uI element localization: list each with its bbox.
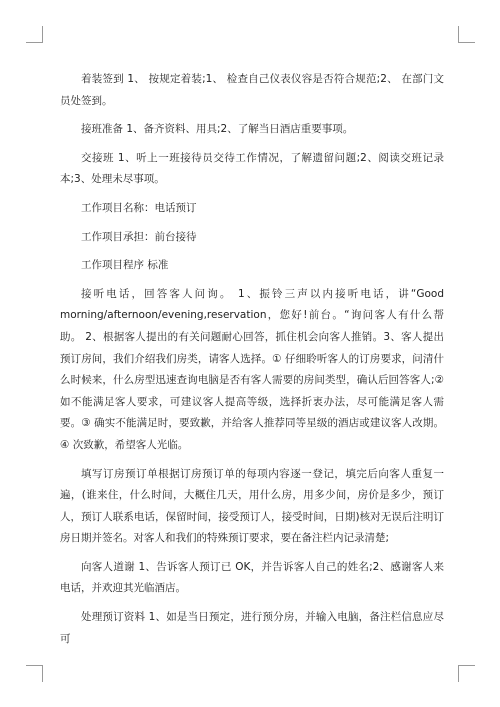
paragraph-item-owner: 工作项目承担：前台接待 [81,230,197,243]
paragraph-answer-phone: 接听电话，回答客人问询。 1、振铃三声以内接听电话，讲“Good morning/afternoon/evening,reservation，您好!前台。“询问客人有什么帮助。 2、根据客人提出的有关问题耐心回答，抓住机会向客人推销。3、客人提出预订房间，我们介绍我们房类，请客人选择。① 仔细聆听客人的订房要求，问清什么时候来，什么房型迅速查询电脑是否有客人需要的房间类型，确认后回答客人;② 如不能满足客人要求，可建议客人提高等级，选择折衷办法，尽可能满足客人需要。③ 确实不能满足时，要致歉，并给客人推荐同等星级的酒店或建议客人改期。④ 次致歉，希望客人光临。 [60,287,444,451]
paragraph-thank-guest: 向客人道谢 1、告诉客人预订已 OK，并告诉客人自己的姓名;2、感谢客人来电话，并欢迎其光临酒店。 [60,560,444,595]
paragraph-dress-sign-in: 着装签到 1、 按规定着装;1、 检查自己仪表仪容是否符合规范;2、 在部门文员处签到。 [60,73,444,107]
paragraph-process-data: 处理预订资料 1、如是当日预定，进行预分房，并输入电脑，备注栏信息应尽可 [60,611,444,645]
crop-mark-top-right [458,26,475,43]
crop-mark-top-left [26,26,43,43]
paragraph-shift-prep: 接班准备 1、备齐资料、用具;2、了解当日酒店重要事项。 [81,123,354,136]
paragraph-fill-form: 填写订房预订单根据订房预订单的每项内容逐一登记，填完后向客人重复一遍，(谁来住，什么时间，大概住几天，用什么房，用多少间，房价是多少，预订人，预订人联系电话，保留时间，接受预订人，接受时间，日期)核对无误后注明订房日期并签名。对客人和我们的特殊预订要求，要在备注栏内记录清楚; [60,467,444,545]
crop-mark-bottom-right [458,665,475,682]
paragraph-handover: 交接班 1、听上一班接待员交待工作情况，了解遗留问题;2、阅读交班记录本;3、处理未尽事项。 [60,151,444,186]
paragraph-item-name: 工作项目名称：电话预订 [81,201,197,214]
paragraph-item-procedure: 工作项目程序 标准 [81,259,169,272]
crop-mark-bottom-left [26,665,43,682]
document-body [60,69,444,657]
